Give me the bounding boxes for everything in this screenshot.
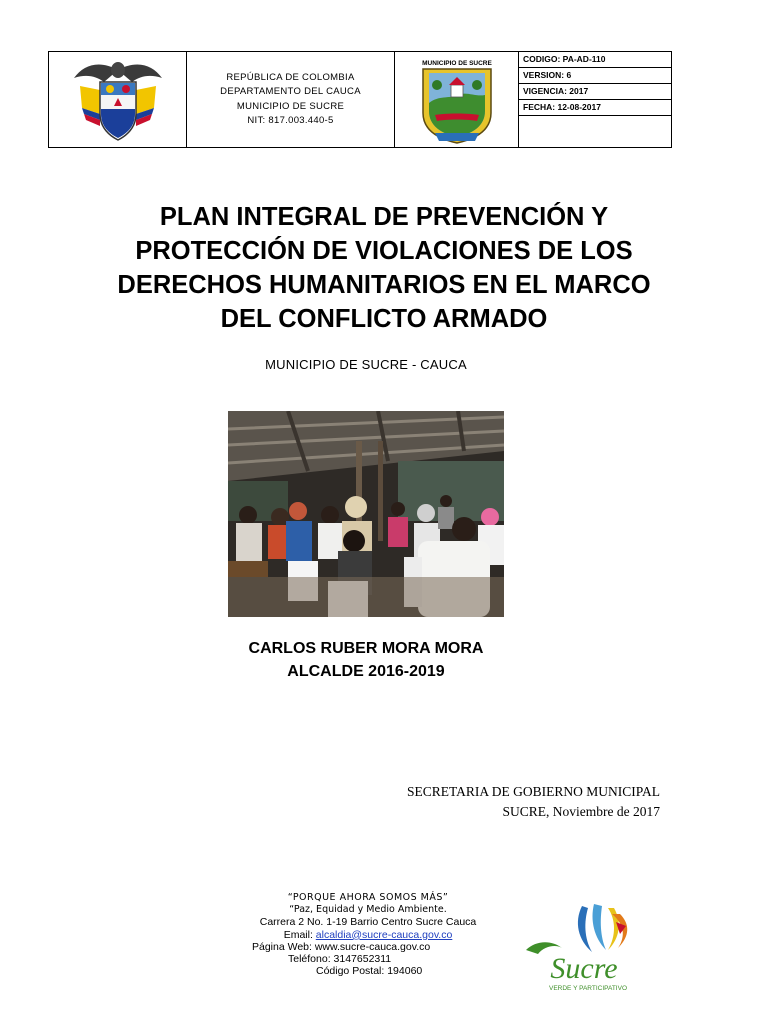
organization-info: [187, 52, 395, 147]
title-line-3: DERECHOS HUMANITARIOS EN EL MARCO: [117, 271, 651, 299]
footer-web: Página Web: www.sucre-cauca.gov.co: [252, 940, 431, 953]
meeting-photo-illustration: [228, 411, 504, 617]
secretaria-block: [407, 782, 660, 822]
coat-of-arms-cell: [49, 52, 187, 147]
footer-phone: Teléfono: 3147652311: [288, 953, 392, 966]
footer-slogan-2: “Paz, Equidad y Medio Ambiente.: [289, 904, 447, 916]
shield-caption: MUNICIPIO DE SUCRE: [421, 59, 492, 67]
org-line-republica: REPÚBLICA DE COLOMBIA: [226, 71, 355, 83]
mayor-info: [0, 637, 732, 683]
mayor-name: CARLOS RUBER MORA MORA: [248, 640, 484, 657]
mayor-role: ALCALDE 2016-2019: [287, 663, 445, 680]
meta-empty: [519, 116, 671, 147]
secretaria-office: SECRETARIA DE GOBIERNO MUNICIPAL: [406, 784, 660, 799]
meta-codigo: CODIGO: PA-AD-110: [519, 52, 671, 68]
colombia-coat-of-arms-icon: [70, 56, 166, 144]
document-header: [48, 51, 672, 148]
logo-tagline: VERDE Y PARTICIPATIVO: [548, 985, 628, 992]
meta-fecha: FECHA: 12-08-2017: [519, 100, 671, 116]
footer-postal: Código Postal: 194060: [316, 965, 423, 978]
footer-address: Carrera 2 No. 1-19 Barrio Centro Sucre Cauca: [259, 916, 477, 929]
secretaria-date: SUCRE, Noviembre de 2017: [502, 804, 660, 819]
logo-word: Sucre: [550, 952, 618, 985]
footer-email-link[interactable]: alcaldia@sucre-cauca.gov.co: [315, 928, 453, 941]
org-line-nit: NIT: 817.003.440-5: [247, 115, 334, 126]
footer-email-label: Email:: [283, 928, 316, 941]
footer-slogan-1: “PORQUE AHORA SOMOS MÁS”: [287, 892, 449, 903]
document-meta: [519, 52, 671, 147]
municipio-shield-cell: [395, 52, 519, 147]
document-subtitle: MUNICIPIO DE SUCRE - CAUCA: [265, 357, 467, 372]
org-line-municipio: MUNICIPIO DE SUCRE: [236, 100, 345, 112]
title-line-1: PLAN INTEGRAL DE PREVENCIÓN Y: [159, 203, 609, 231]
meta-vigencia: VIGENCIA: 2017: [519, 84, 671, 100]
title-line-2: PROTECCIÓN DE VIOLACIONES DE LOS: [135, 237, 633, 265]
footer-email-line: [250, 929, 486, 941]
title-line-4: DEL CONFLICTO ARMADO: [220, 305, 548, 333]
meta-version: VERSION: 6: [519, 68, 671, 84]
sucre-verde-logo-icon: [522, 900, 638, 994]
org-line-departamento: DEPARTAMENTO DEL CAUCA: [220, 86, 361, 97]
community-meeting-photo: [228, 411, 504, 617]
municipio-sucre-shield-icon: [415, 55, 499, 145]
contact-footer: [250, 892, 486, 977]
document-title: [60, 200, 708, 336]
